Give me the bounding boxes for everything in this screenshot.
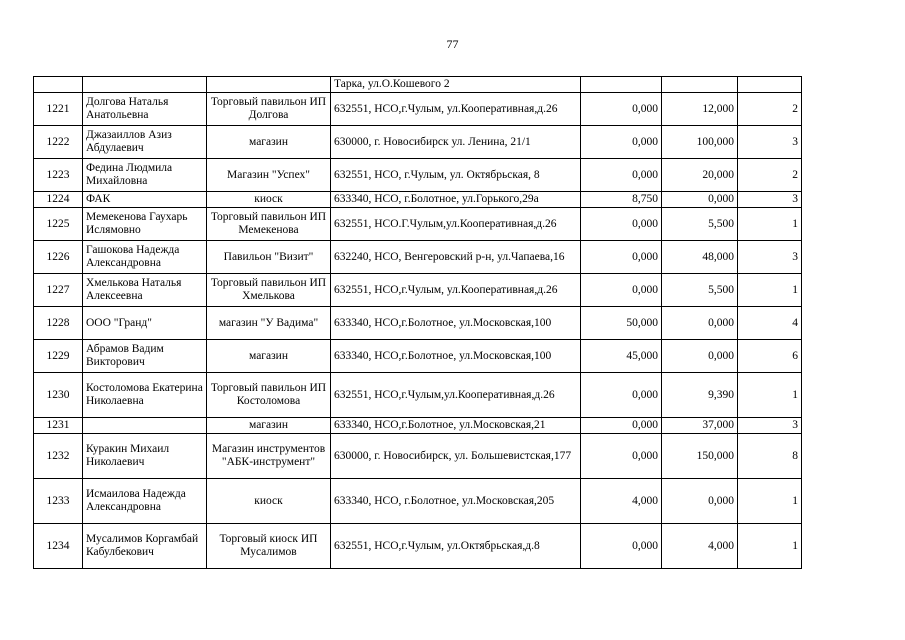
cell-address: 633340, НСО,г.Болотное, ул.Московская,100 [331, 307, 581, 340]
cell-value-3: 3 [738, 192, 802, 208]
cell-type: магазин [207, 418, 331, 434]
cell-address: 630000, г. Новосибирск, ул. Большевистская,177 [331, 434, 581, 479]
cell-value-1: 0,000 [581, 159, 662, 192]
table-row [34, 373, 802, 418]
table-row [34, 340, 802, 373]
cell-value-3: 3 [738, 418, 802, 434]
cell-value-2: 12,000 [662, 93, 738, 126]
cell-value-1: 0,000 [581, 524, 662, 569]
table-row [34, 434, 802, 479]
table-row [34, 418, 802, 434]
cell-address: 632240, НСО, Венгеровский р-н, ул.Чапаева,16 [331, 241, 581, 274]
cell-number: 1233 [34, 479, 83, 524]
cell-value-3: 8 [738, 434, 802, 479]
cell-value-1: 0,000 [581, 208, 662, 241]
cell-value-3: 4 [738, 307, 802, 340]
table-row [34, 307, 802, 340]
table-row [34, 192, 802, 208]
cell-value-3: 1 [738, 524, 802, 569]
table-row [34, 524, 802, 569]
cell-address: 632551, НСО,г.Чулым, ул.Кооперативная,д.26 [331, 274, 581, 307]
cell-type: магазин "У Вадима" [207, 307, 331, 340]
cell-address: 632551, НСО,г.Чулым, ул.Кооперативная,д.26 [331, 93, 581, 126]
cell-type: Торговый павильон ИП Мемекенова [207, 208, 331, 241]
cell-number: 1234 [34, 524, 83, 569]
cell-number: 1222 [34, 126, 83, 159]
cell-value-2: 0,000 [662, 479, 738, 524]
cell-name: Долгова Наталья Анатольевна [83, 93, 207, 126]
cell-number: 1224 [34, 192, 83, 208]
cell-name: Гашокова Надежда Александровна [83, 241, 207, 274]
cell-value-3: 2 [738, 159, 802, 192]
cell-type: Павильон "Визит" [207, 241, 331, 274]
table-row [34, 159, 802, 192]
cell-name: Костоломова Екатерина Николаевна [83, 373, 207, 418]
cell-number: 1228 [34, 307, 83, 340]
cell-value-2: 0,000 [662, 192, 738, 208]
cell-type: Торговый павильон ИП Долгова [207, 93, 331, 126]
cell-type: магазин [207, 340, 331, 373]
cell-address: 630000, г. Новосибирск ул. Ленина, 21/1 [331, 126, 581, 159]
cell-type: Магазин "Успех" [207, 159, 331, 192]
cell-value-1: 0,000 [581, 373, 662, 418]
cell-address: 632551, НСО.Г.Чулым,ул.Кооперативная,д.26 [331, 208, 581, 241]
cell-value-1: 4,000 [581, 479, 662, 524]
table-row-continuation [34, 77, 802, 93]
cell-type: магазин [207, 126, 331, 159]
cell-address: 633340, НСО,г.Болотное, ул.Московская,21 [331, 418, 581, 434]
cell-value-3: 1 [738, 479, 802, 524]
cell-name: Исмаилова Надежда Александровна [83, 479, 207, 524]
cell-address: 633340, НСО, г.Болотное, ул.Горького,29а [331, 192, 581, 208]
cell-address: 633340, НСО,г.Болотное, ул.Московская,100 [331, 340, 581, 373]
cell-name: Куракин Михаил Николаевич [83, 434, 207, 479]
cell-value-2: 20,000 [662, 159, 738, 192]
cell-name: ООО "Гранд" [83, 307, 207, 340]
cell-number: 1226 [34, 241, 83, 274]
cell-name [83, 418, 207, 434]
cell-number: 1227 [34, 274, 83, 307]
table-row [34, 208, 802, 241]
cell-value-2: 48,000 [662, 241, 738, 274]
table-row [34, 93, 802, 126]
cell-value-2: 150,000 [662, 434, 738, 479]
cell-name: Мемекенова Гаухарь Ислямовно [83, 208, 207, 241]
table-row [34, 479, 802, 524]
table-row [34, 126, 802, 159]
cell-type: Торговый киоск ИП Мусалимов [207, 524, 331, 569]
cell-value-1: 8,750 [581, 192, 662, 208]
cell-address: 632551, НСО, г.Чулым, ул. Октябрьская, 8 [331, 159, 581, 192]
cell-name: ФАК [83, 192, 207, 208]
cell-value-2: 0,000 [662, 307, 738, 340]
cell-value-2: 5,500 [662, 208, 738, 241]
cell-value-3: 3 [738, 241, 802, 274]
cell-address: 633340, НСО, г.Болотное, ул.Московская,205 [331, 479, 581, 524]
cell-value-3: 2 [738, 93, 802, 126]
cell-value-2: 5,500 [662, 274, 738, 307]
cell-number: 1230 [34, 373, 83, 418]
cell-number: 1221 [34, 93, 83, 126]
cell-value-2: 9,390 [662, 373, 738, 418]
cell-value-1 [581, 77, 662, 93]
cell-value-2: 4,000 [662, 524, 738, 569]
cell-value-1: 0,000 [581, 274, 662, 307]
cell-number: 1225 [34, 208, 83, 241]
cell-address: Тарка, ул.О.Кошевого 2 [331, 77, 581, 93]
cell-number [34, 77, 83, 93]
cell-value-1: 0,000 [581, 93, 662, 126]
registry-table [33, 76, 802, 569]
cell-value-3 [738, 77, 802, 93]
cell-type: киоск [207, 479, 331, 524]
cell-type: Магазин инструментов "АБК-инструмент" [207, 434, 331, 479]
cell-value-2: 37,000 [662, 418, 738, 434]
cell-value-3: 1 [738, 274, 802, 307]
cell-value-3: 1 [738, 373, 802, 418]
cell-address: 632551, НСО,г.Чулым, ул.Октябрьская,д.8 [331, 524, 581, 569]
cell-value-2 [662, 77, 738, 93]
cell-value-1: 45,000 [581, 340, 662, 373]
cell-name: Мусалимов Коргамбай Кабулбекович [83, 524, 207, 569]
cell-name: Абрамов Вадим Викторович [83, 340, 207, 373]
page-number: 77 [446, 37, 459, 51]
cell-number: 1229 [34, 340, 83, 373]
cell-type: Торговый павильон ИП Костоломова [207, 373, 331, 418]
cell-value-1: 50,000 [581, 307, 662, 340]
cell-name: Джазаиллов Азиз Абдулаевич [83, 126, 207, 159]
cell-value-1: 0,000 [581, 434, 662, 479]
cell-value-1: 0,000 [581, 126, 662, 159]
cell-value-2: 0,000 [662, 340, 738, 373]
cell-number: 1232 [34, 434, 83, 479]
cell-name [83, 77, 207, 93]
cell-value-3: 6 [738, 340, 802, 373]
table-row [34, 274, 802, 307]
cell-value-1: 0,000 [581, 241, 662, 274]
cell-value-3: 3 [738, 126, 802, 159]
cell-name: Хмелькова Наталья Алексеевна [83, 274, 207, 307]
cell-type [207, 77, 331, 93]
cell-value-2: 100,000 [662, 126, 738, 159]
cell-value-1: 0,000 [581, 418, 662, 434]
table-row [34, 241, 802, 274]
cell-address: 632551, НСО,г.Чулым,ул.Кооперативная,д.26 [331, 373, 581, 418]
cell-value-3: 1 [738, 208, 802, 241]
cell-number: 1231 [34, 418, 83, 434]
cell-number: 1223 [34, 159, 83, 192]
cell-name: Федина Людмила Михайловна [83, 159, 207, 192]
cell-type: Торговый павильон ИП Хмелькова [207, 274, 331, 307]
cell-type: киоск [207, 192, 331, 208]
